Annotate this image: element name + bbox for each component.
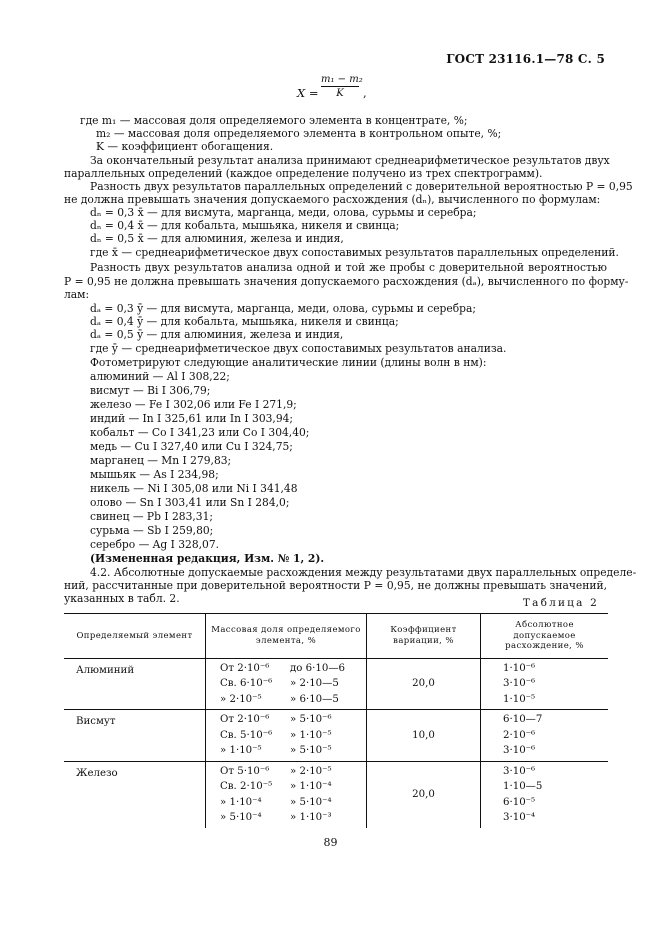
- range-from: » 1·10⁻⁵: [220, 745, 262, 756]
- formula-line: dₙ = 0,3 x̄ — для висмута, марганца, меди, олова, сурьмы и серебра;: [90, 206, 477, 219]
- spectral-line: мышьяк — As I 234,98;: [90, 468, 219, 481]
- spectral-line: серебро — Ag I 328,07.: [90, 538, 220, 551]
- spectral-line: медь — Cu I 327,40 или Cu I 324,75;: [90, 440, 293, 453]
- column-header: Определяемый элемент: [64, 614, 206, 659]
- abs-tolerance: 1·10—5: [503, 781, 543, 792]
- tolerance-table: [64, 613, 608, 828]
- table-row: [64, 710, 608, 762]
- spectral-line: кобальт — Co I 341,23 или Co I 304,40;: [90, 426, 310, 439]
- formula-fraction: [321, 74, 363, 99]
- formula-trail: ,: [363, 86, 367, 100]
- variation-coefficient: 20,0: [367, 761, 481, 828]
- abs-tolerance: 6·10—7: [503, 714, 543, 725]
- paragraph-line: P = 0,95 не должна превышать значения допускаемого расхождения (dₐ), вычисленного по форму-: [64, 275, 629, 288]
- abs-tolerance: 1·10⁻⁶: [503, 662, 536, 674]
- spectral-line: индий — In I 325,61 или In I 303,94;: [90, 412, 294, 425]
- variation-coefficient: 20,0: [367, 658, 481, 710]
- element-name: Алюминий: [76, 664, 135, 676]
- table-header-row: [64, 614, 608, 659]
- where-line: K — коэффициент обогащения.: [96, 140, 274, 153]
- range-to: » 2·10⁻⁵: [290, 765, 332, 777]
- paragraph-line: лам:: [64, 288, 90, 301]
- spectral-line: олово — Sn I 303,41 или Sn I 284,0;: [90, 496, 290, 509]
- range-to: » 2·10—5: [290, 678, 339, 689]
- variation-coefficient: 10,0: [367, 710, 481, 762]
- range-to: до 6·10—6: [290, 662, 345, 674]
- spectral-line: алюминий — Al I 308,22;: [90, 370, 230, 383]
- formula-line: dₐ = 0,5 ȳ — для алюминия, железа и индия,: [90, 328, 344, 341]
- range-from: Св. 6·10⁻⁶: [220, 678, 273, 689]
- paragraph-line: не должна превышать значения допускаемого расхождения (dₙ), вычисленного по формулам:: [64, 193, 601, 206]
- table-row: [64, 761, 608, 828]
- spectral-line: никель — Ni I 305,08 или Ni I 341,48: [90, 482, 298, 495]
- abs-tolerance: 3·10⁻⁶: [503, 765, 536, 777]
- column-header: Массовая доля определяемого элемента, %: [206, 614, 367, 659]
- abs-tolerance: 3·10⁻⁴: [503, 812, 536, 823]
- paragraph-line: За окончательный результат анализа принимают среднеарифметическое результатов двух: [90, 154, 610, 167]
- paragraph-line: где ȳ — среднеарифметическое двух сопоставимых результатов анализа.: [90, 342, 507, 355]
- formula-lhs: X =: [297, 86, 319, 100]
- range-to: » 1·10⁻⁴: [290, 781, 332, 792]
- spectral-line: свинец — Pb I 283,31;: [90, 510, 213, 523]
- column-header: Абсолютное допускаемое расхождение, %: [481, 614, 609, 659]
- spectral-line: сурьма — Sb I 259,80;: [90, 524, 214, 537]
- formula-line: dₙ = 0,5 x̄ — для алюминия, железа и индия,: [90, 232, 344, 245]
- spectral-line: железо — Fe I 302,06 или Fe I 271,9;: [90, 398, 297, 411]
- range-from: Св. 2·10⁻⁵: [220, 781, 273, 792]
- range-from: От 2·10⁻⁶: [220, 662, 270, 674]
- element-name: Висмут: [76, 716, 116, 727]
- column-header: Коэффициент вариации, %: [367, 614, 481, 659]
- paragraph-line: Фотометрируют следующие аналитические линии (длины волн в нм):: [90, 356, 487, 369]
- spectral-line: марганец — Mn I 279,83;: [90, 454, 232, 467]
- abs-tolerance: 6·10⁻⁵: [503, 796, 536, 808]
- formula-line: dₙ = 0,4 x̄ — для кобальта, мышьяка, никеля и свинца;: [90, 219, 400, 232]
- where-line: m₂ — массовая доля определяемого элемента в контрольном опыте, %;: [96, 127, 502, 140]
- range-from: » 1·10⁻⁴: [220, 796, 262, 808]
- range-to: » 6·10—5: [290, 693, 339, 705]
- range-from: » 5·10⁻⁴: [220, 812, 262, 823]
- where-line: где m₁ — массовая доля определяемого элемента в концентрате, %;: [80, 114, 468, 127]
- paragraph-line: параллельных определений (каждое определение получено из трех спектрограмм).: [64, 167, 543, 180]
- table-row: [64, 658, 608, 710]
- abs-tolerance: 1·10⁻⁵: [503, 693, 536, 705]
- formula-numerator: m₁ − m₂: [321, 74, 363, 85]
- range-to: » 5·10⁻⁶: [290, 714, 332, 725]
- range-to: » 5·10⁻⁴: [290, 796, 332, 808]
- range-from: » 2·10⁻⁵: [220, 693, 262, 705]
- range-to: » 1·10⁻³: [290, 812, 332, 823]
- paragraph-line: 4.2. Абсолютные допускаемые расхождения между результатами двух параллельных определе-: [90, 566, 637, 579]
- abs-tolerance: 2·10⁻⁶: [503, 729, 536, 741]
- paragraph-line: где x̄ — среднеарифметическое двух сопоставимых результатов параллельных определений.: [90, 246, 619, 259]
- paragraph-line: Разность двух результатов параллельных определений с доверительной вероятностью P = 0,95: [90, 180, 633, 193]
- paragraph-line: указанных в табл. 2.: [64, 592, 180, 605]
- paragraph-line: Разность двух результатов анализа одной и той же пробы с доверительной вероятностью: [90, 261, 607, 274]
- range-to: » 5·10⁻⁵: [290, 745, 332, 756]
- abs-tolerance: 3·10⁻⁶: [503, 745, 536, 756]
- range-to: » 1·10⁻⁵: [290, 729, 332, 741]
- formula-line: dₐ = 0,4 ȳ — для кобальта, мышьяка, никеля и свинца;: [90, 315, 399, 328]
- formula-denominator: K: [336, 88, 344, 99]
- paragraph-line: ний, рассчитанные при доверительной вероятности P = 0,95, не должны превышать значений,: [64, 579, 607, 592]
- range-from: Св. 5·10⁻⁶: [220, 729, 273, 741]
- table-caption: Таблица 2: [522, 597, 599, 609]
- range-from: От 5·10⁻⁶: [220, 765, 270, 777]
- page-number: 89: [323, 836, 338, 849]
- spectral-line: висмут — Bi I 306,79;: [90, 384, 211, 397]
- document-header: ГОСТ 23116.1—78 С. 5: [446, 52, 605, 66]
- range-from: От 2·10⁻⁶: [220, 714, 270, 725]
- abs-tolerance: 3·10⁻⁶: [503, 678, 536, 689]
- revision-note: (Измененная редакция, Изм. № 1, 2).: [90, 552, 325, 565]
- element-name: Железо: [76, 767, 118, 779]
- formula-line: dₐ = 0,3 ȳ — для висмута, марганца, меди, олова, сурьмы и серебра;: [90, 302, 476, 315]
